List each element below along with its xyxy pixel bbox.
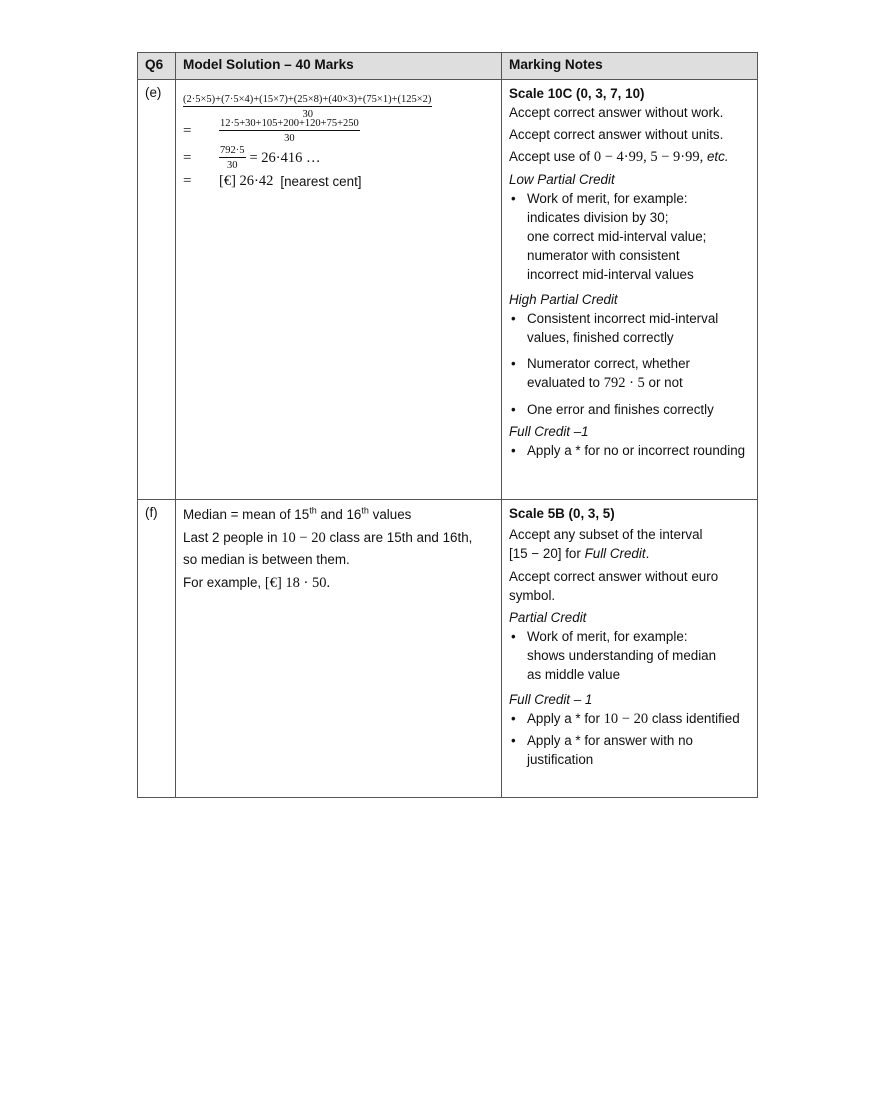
bullet-list — [509, 709, 751, 769]
solution-text: Last 2 people in — [183, 530, 282, 545]
solution-e-line2 — [183, 118, 495, 144]
table-row-part-f — [138, 500, 758, 798]
list-item-line: shows understanding of median — [527, 648, 717, 663]
list-item: • Consistent incorrect mid-interval values, finished correctly — [509, 309, 751, 347]
part-f-solution — [176, 500, 502, 798]
note-text-part: Accept any subset of the interval — [509, 527, 703, 542]
list-item — [509, 709, 751, 729]
list-item-line: indicates division by 30; — [527, 210, 669, 225]
solution-f-line: so median is between them. — [183, 552, 350, 567]
bullet-list — [509, 441, 751, 460]
credit-category-heading: Partial Credit — [509, 610, 587, 625]
equals-sign: = — [183, 173, 192, 189]
solution-e-line1-numerator: (2·5×5)+(7·5×4)+(15×7)+(25×8)+(40×3)+(75×1)+(125×2) — [183, 94, 432, 105]
header-question: Q6 — [138, 53, 176, 80]
note-math: 792 · 5 — [603, 375, 645, 391]
header-marking-notes: Marking Notes — [502, 53, 758, 80]
table-header-row — [138, 53, 758, 80]
solution-text: Median = mean of 15 — [183, 507, 310, 522]
solution-e-line3-numerator: 792·5 — [220, 145, 245, 156]
list-item-line: • Work of merit, for example: — [527, 629, 688, 644]
list-item: • Apply a * for no or incorrect rounding — [509, 441, 751, 460]
list-item-line: numerator with consistent — [527, 248, 680, 263]
bullet-list — [509, 189, 751, 284]
solution-text: For example, — [183, 575, 265, 590]
solution-text: class are 15th and 16th, — [325, 530, 473, 545]
note-text-part: [15 − 20] for — [509, 546, 585, 561]
solution-math: 10 − 20 — [281, 530, 326, 546]
solution-e-rounding-note: [nearest cent] — [280, 174, 362, 189]
solution-e-line3 — [183, 145, 495, 171]
part-e-marking-notes — [502, 80, 758, 500]
superscript: th — [309, 505, 317, 516]
note-text: Accept correct answer without euro symbol. — [509, 569, 719, 603]
header-model-solution: Model Solution – 40 Marks — [176, 53, 502, 80]
credit-category-heading: Low Partial Credit — [509, 172, 615, 187]
list-item-text: class identified — [648, 711, 740, 726]
bullet-list — [509, 309, 751, 419]
part-e-label: (e) — [138, 80, 176, 500]
solution-text: values — [368, 507, 412, 522]
solution-e-line1-denominator: 30 — [302, 109, 313, 120]
solution-e-line2-numerator: 12·5+30+105+200+120+75+250 — [220, 118, 359, 129]
credit-category-heading: High Partial Credit — [509, 292, 618, 307]
note-text — [509, 147, 751, 167]
note-text: Accept correct answer without work. — [509, 105, 724, 120]
list-item — [509, 189, 751, 284]
list-item-line: • Work of merit, for example: — [527, 191, 688, 206]
list-item-text: Apply a * for — [527, 711, 604, 726]
part-f-marking-notes — [502, 500, 758, 798]
solution-e-line1 — [183, 94, 432, 120]
solution-math: [€] 18 · 50. — [264, 575, 331, 591]
note-math: 10 − 20 — [603, 711, 649, 727]
list-item-text: or not — [644, 375, 683, 390]
bullet-list — [509, 627, 751, 684]
note-text: Accept correct answer without units. — [509, 127, 724, 142]
scale-heading: Scale 5B (0, 3, 5) — [509, 506, 615, 521]
list-item — [509, 627, 751, 684]
table-row-part-e — [138, 80, 758, 500]
list-item-text: Numerator correct, whether evaluated to — [527, 356, 690, 390]
note-italic: etc. — [703, 149, 729, 164]
equals-sign: = — [183, 149, 192, 166]
list-item-line: one correct mid-interval value; — [527, 229, 707, 244]
list-item-line: as middle value — [527, 667, 621, 682]
superscript: th — [361, 505, 369, 516]
note-italic: Full Credit — [584, 546, 646, 561]
list-item — [509, 354, 751, 393]
solution-e-line3-result: = 26·416 … — [249, 149, 321, 166]
solution-e-line2-denominator: 30 — [284, 133, 295, 144]
list-item: • One error and finishes correctly — [509, 400, 751, 419]
marking-scheme-table — [137, 52, 758, 798]
list-item: • Apply a * for answer with no justification — [509, 731, 751, 769]
list-item-line: incorrect mid-interval values — [527, 267, 694, 282]
credit-category-heading: Full Credit –1 — [509, 424, 589, 439]
solution-f-line — [183, 504, 495, 525]
solution-text: and 16 — [316, 507, 362, 522]
solution-e-final-answer: [€] 26·42 — [219, 173, 274, 189]
note-text-part: . — [645, 546, 650, 561]
solution-e-line4 — [183, 173, 495, 190]
part-f-label: (f) — [138, 500, 176, 798]
solution-f-line — [183, 572, 495, 594]
credit-category-heading: Full Credit – 1 — [509, 692, 593, 707]
note-text — [509, 525, 751, 563]
note-text-part: Accept use of — [509, 149, 594, 164]
scale-heading: Scale 10C (0, 3, 7, 10) — [509, 86, 645, 101]
equals-sign: = — [183, 122, 192, 139]
part-e-solution — [176, 80, 502, 500]
note-math: 0 − 4·99, 5 − 9·99, — [593, 149, 704, 165]
solution-f-line — [183, 527, 495, 549]
solution-e-line3-denominator: 30 — [227, 160, 238, 171]
